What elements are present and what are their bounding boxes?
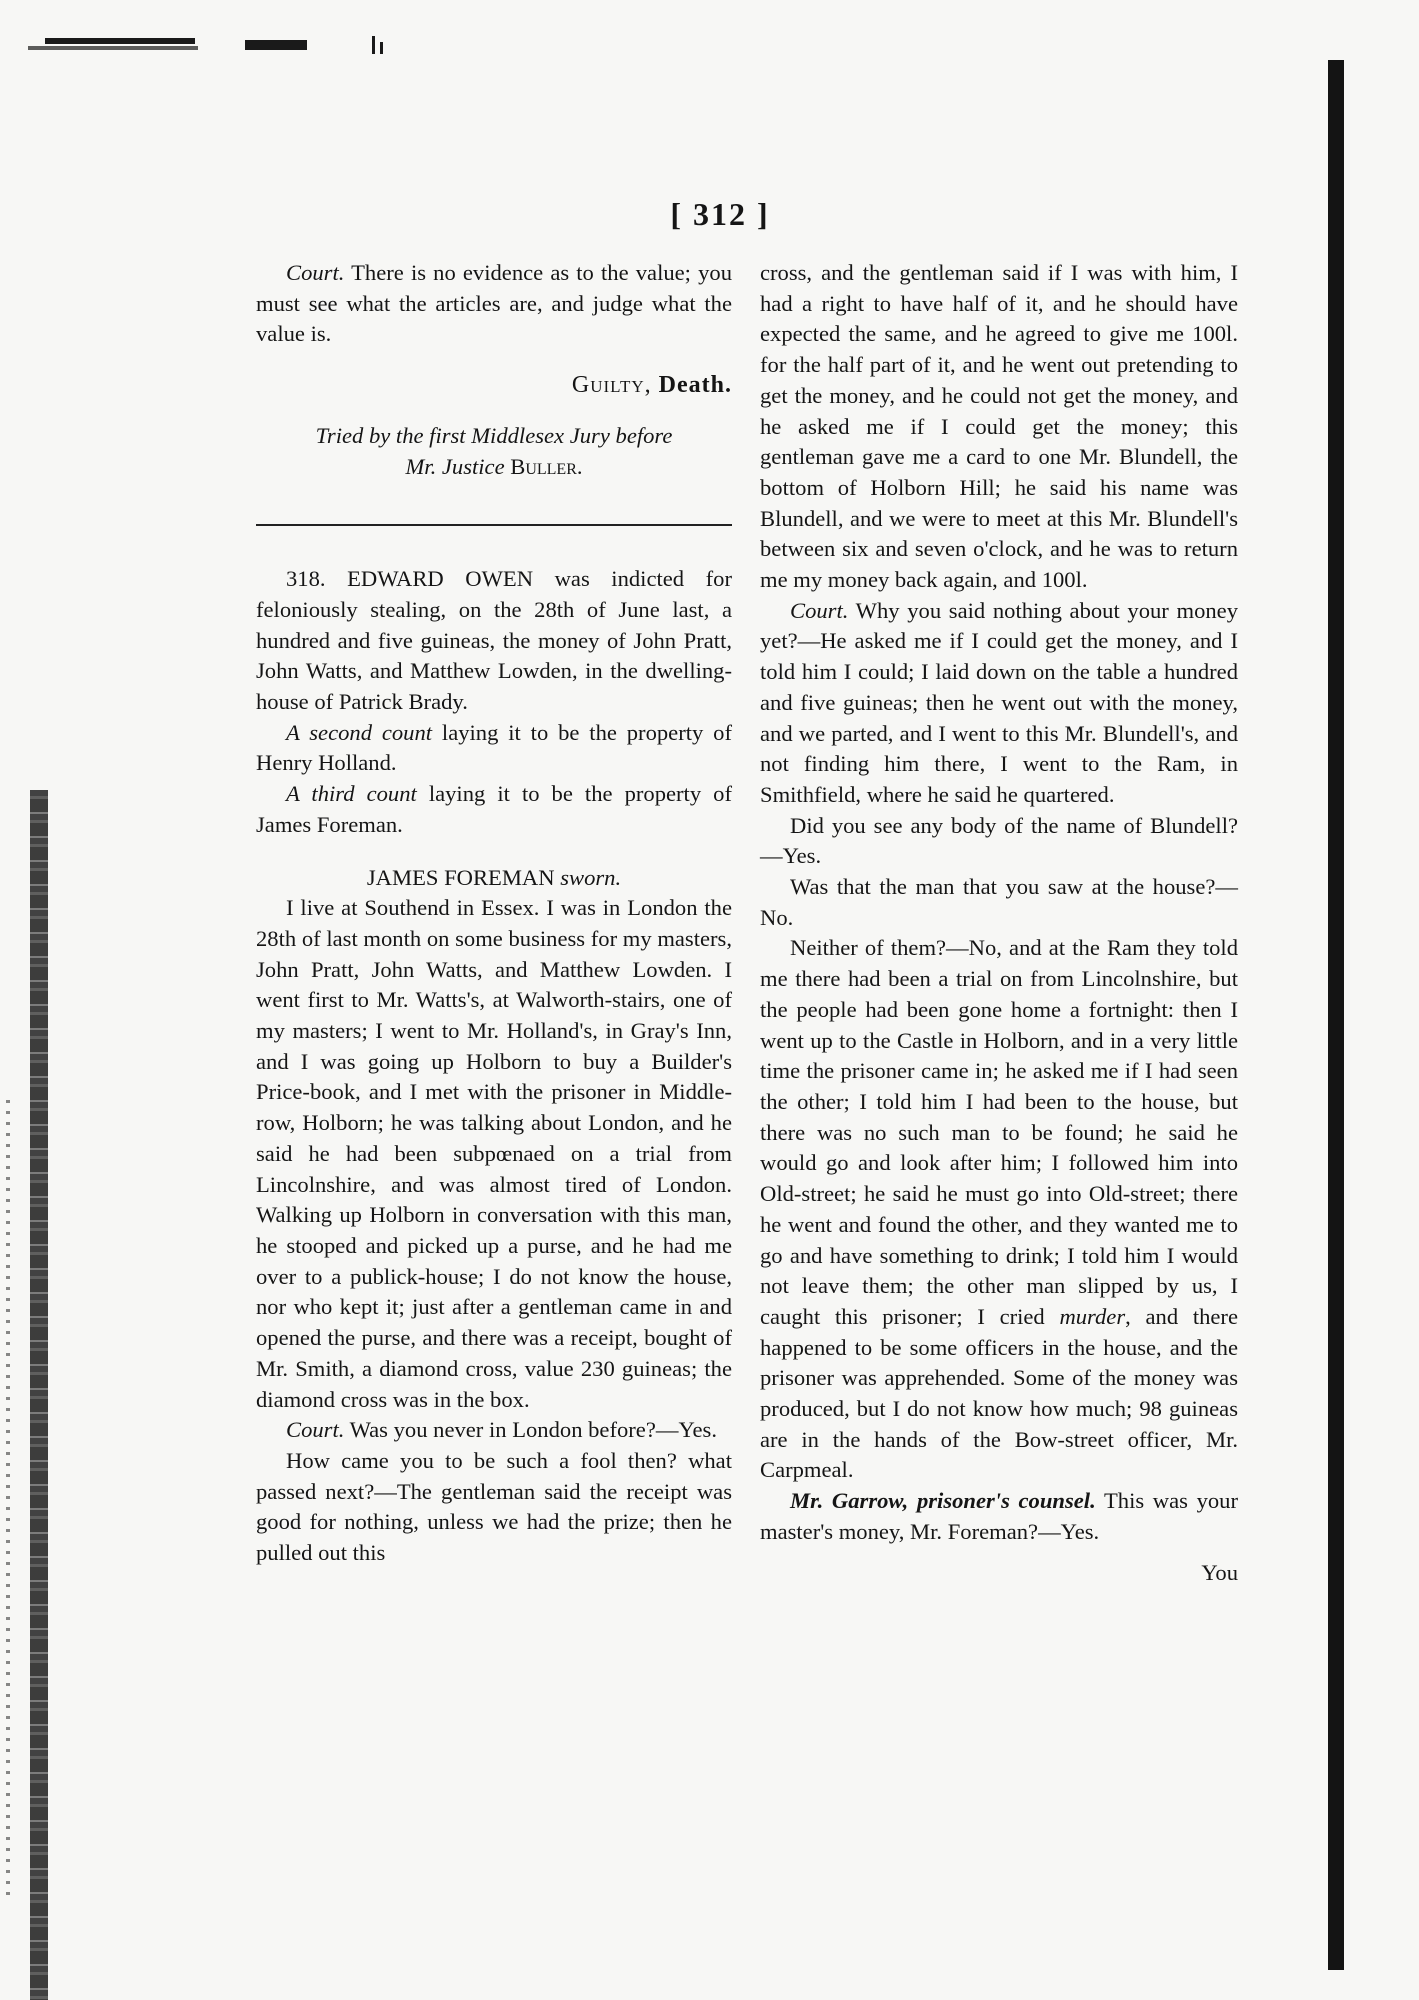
- count-text: laying it to be the property of James Foreman.: [256, 781, 732, 837]
- question-blundell: Did you see any body of the name of Blundell?—Yes.: [760, 812, 1238, 869]
- counsel-label: Mr. Garrow, prisoner's counsel.: [790, 1488, 1096, 1514]
- right-column: [760, 258, 1238, 1588]
- witness-heading: [256, 863, 732, 894]
- court-remark-text: There is no evidence as to the value; you must see what the articles are, and judge what the value is.: [256, 260, 732, 347]
- verdict: [256, 370, 732, 401]
- witness-testimony: I live at Southend in Essex. I was in London the 28th of last month on some business for my masters, John Pratt, John Watts, and Matthew Lowden. I went first to Mr. Watts's, at Walworth-stairs, one of my masters; I went to Mr. Holland's, in Gray's Inn, and I was going up Holborn to buy a Builder's Price-book, and I met with the prisoner in Middle-row, Holborn; he was talking about London, and he said he had been subpœnaed on a trial from Lincolnshire, and was almost tired of London. Walking up Holborn in conversation with this man, he stooped and picked up a purse, and he had me over to a publick-house; I do not know the house, nor who kept it; just after a gentleman came in and opened the purse, and there was a receipt, bought of Mr. Smith, a diamond cross, value 230 guineas; the diamond cross was in the box.: [256, 895, 732, 1412]
- header-ink-mark: [372, 36, 375, 54]
- verdict-label: Guilty,: [571, 372, 652, 399]
- count-label: A second count: [286, 719, 433, 745]
- court-question-2: [760, 596, 1238, 811]
- verdict-sentence: Death.: [658, 372, 732, 399]
- tried-line-1: Tried by the first Middlesex Jury before: [315, 422, 673, 448]
- scan-left-edge: [30, 790, 48, 2000]
- judge-name: Buller.: [510, 453, 583, 479]
- speaker-label: Court.: [790, 597, 849, 623]
- scan-left-edge-noise: [6, 1100, 10, 1900]
- witness-name: JAMES FOREMAN: [366, 864, 561, 890]
- question-neither: [760, 933, 1238, 1486]
- speaker-label: Court.: [286, 1417, 345, 1443]
- second-count: [256, 718, 732, 779]
- section-divider: [256, 524, 732, 526]
- indictment: 318. EDWARD OWEN was indicted for feloniously stealing, on the 28th of June last, a hundred and five guineas, the money of John Pratt, John Watts, and Matthew Lowden, in the dwelling-house of Patrick Brady.: [256, 566, 732, 715]
- tried-line-2-prefix: Mr. Justice: [405, 453, 511, 479]
- header-ink-mark: [245, 40, 307, 50]
- tried-before: [256, 421, 732, 482]
- count-text: laying it to be the property of Henry Holland.: [256, 719, 732, 776]
- scan-header-marks: [0, 0, 1419, 80]
- catchword: You: [1201, 1559, 1238, 1585]
- court-question-2-text: Why you said nothing about your money yet?—He asked me if I could get the money, and I told him I could; I laid down on the table a hundred and five guineas; then he went out with the money, and we parted, and I went to this Mr. Blundell's, and not finding him there, I went to the Ram, in Smithfield, where he said he quartered.: [760, 597, 1238, 807]
- third-count: [256, 779, 732, 840]
- header-ink-mark: [380, 42, 383, 54]
- speaker-label: Court.: [286, 260, 345, 285]
- header-ink-mark: [28, 46, 198, 50]
- court-remark: [256, 258, 732, 350]
- page-number: [ 312 ]: [670, 196, 770, 232]
- counsel-question-text: This was your master's money, Mr. Foreman?—Yes.: [760, 1488, 1238, 1544]
- testimony-continued: How came you to be such a fool then? what passed next?—The gentleman said the receipt was good for nothing, unless we had the prize; then he pulled out this: [256, 1447, 732, 1566]
- question-neither-end: , and there happened to be some officers in the house, and the prisoner was apprehended. Some of the money was produced, but I do not know how much; 98 guineas are in the hands of the Bow-street officer, Mr. Carpmeal.: [760, 1303, 1238, 1483]
- count-label: A third count: [286, 781, 417, 807]
- court-question: [256, 1415, 732, 1446]
- question-same-man: Was that the man that you saw at the house?—No.: [760, 874, 1238, 930]
- court-question-text: Was you never in London before?—Yes.: [344, 1417, 717, 1443]
- counsel-question: [760, 1486, 1238, 1547]
- murder-word: murder: [1059, 1303, 1126, 1329]
- witness-sworn: sworn.: [560, 864, 622, 890]
- testimony-continued-right: cross, and the gentleman said if I was with him, I had a right to have half of it, and he should have expected the same, and he agreed to give me 100l. for the half part of it, and he went out pretending to get the money, and he could not get the money, and he asked me if I could get the money; this gentleman gave me a card to one Mr. Blundell, the bottom of Holborn Hill; he said his name was Blundell, and we were to meet at this Mr. Blundell's between six and seven o'clock, and he was to return me my money back again, and 100l.: [760, 260, 1238, 593]
- question-neither-text: Neither of them?—No, and at the Ram they told me there had been a trial on from Lincolnshire, but the people had been gone home a fortnight: then I went up to the Castle in Holborn, and in a very little time the prisoner came in; he asked me if I had seen the other; I told him I had been to the house, but there was no such man to be found; he said he would go and look after him; I followed him into Old-street; he said he must go into Old-street; there he went and found the other, and they wanted me to go and have something to drink; I told him I would not leave them; the other man slipped by us, I caught this prisoner; I cried: [760, 935, 1238, 1329]
- left-column: [256, 258, 732, 1569]
- header-ink-mark: [45, 38, 195, 44]
- scan-binding-edge: [1328, 60, 1344, 1970]
